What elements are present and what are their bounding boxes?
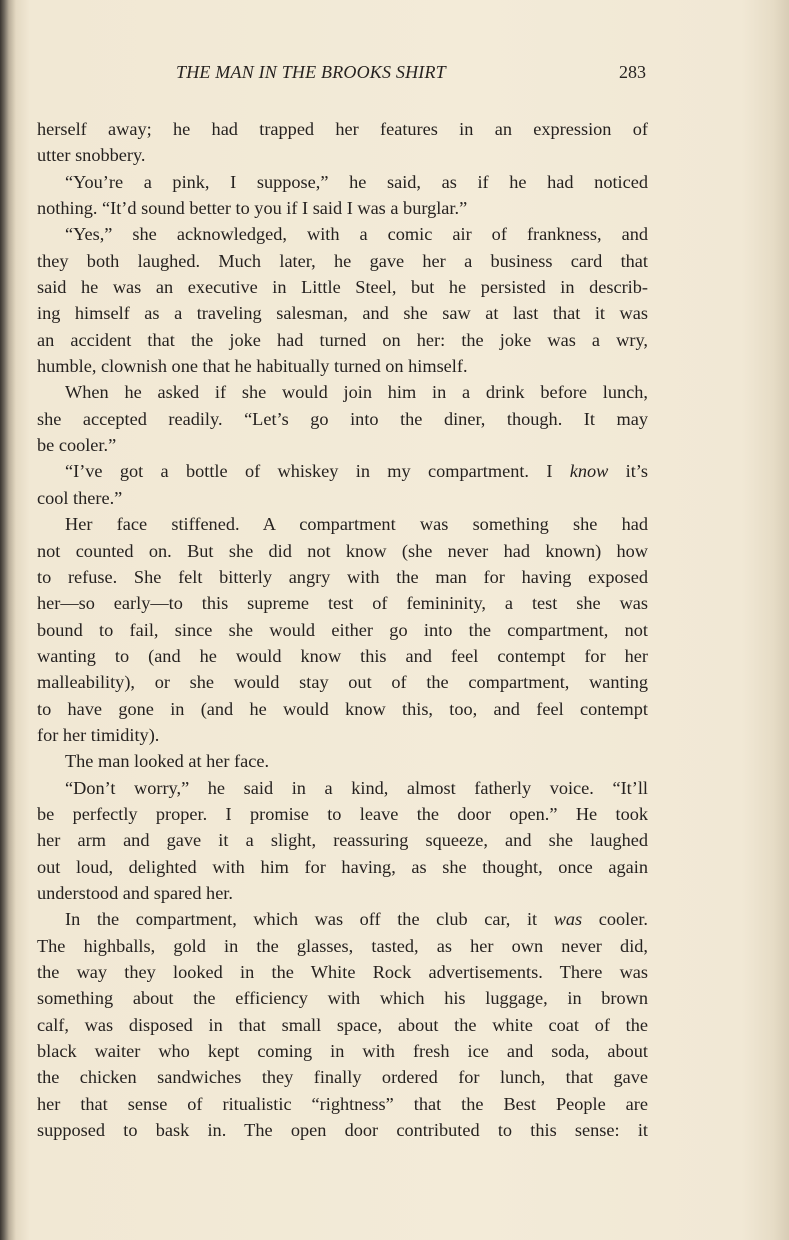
emphasized-word: was xyxy=(553,909,583,930)
text-line xyxy=(37,458,648,484)
text-line: to refuse. She felt bitterly angry with the man for having exposed xyxy=(37,566,648,587)
text-line: for her timidity). xyxy=(37,724,160,745)
running-header xyxy=(0,62,789,88)
text-line: something about the efficiency with which his luggage, in brown xyxy=(37,988,648,1009)
text-line: not counted on. But she did not know (she never had known) how xyxy=(37,540,648,561)
text-line: black waiter who kept coming in with fresh ice and soda, about xyxy=(37,1041,648,1062)
text-line: calf, was disposed in that small space, about the white coat of the xyxy=(37,1014,648,1035)
text-segment: “I’ve got a bottle of whiskey in my compartment. I xyxy=(65,461,570,482)
text-line: the chicken sandwiches they finally ordered for lunch, that gave xyxy=(37,1067,648,1088)
text-line: her that sense of ritualistic “rightness” that the Best People are xyxy=(37,1093,648,1114)
text-line: The highballs, gold in the glasses, tasted, as her own never did, xyxy=(37,935,648,956)
text-segment: In the compartment, which was off the club car, it xyxy=(65,909,554,930)
text-line: bound to fail, since she would either go into the compartment, not xyxy=(37,619,648,640)
text-line: supposed to bask in. The open door contributed to this sense: it xyxy=(37,1120,648,1141)
body-text xyxy=(37,116,648,1143)
text-line xyxy=(37,906,648,932)
text-segment: cooler. xyxy=(582,909,648,930)
text-line: be cooler.” xyxy=(37,435,117,456)
text-line: be perfectly proper. I promise to leave the door open.” He took xyxy=(37,803,648,824)
text-line: said he was an executive in Little Steel, but he persisted in describ- xyxy=(37,277,648,298)
text-line: cool there.” xyxy=(37,487,123,508)
text-line: wanting to (and he would know this and feel contempt for her xyxy=(37,645,648,666)
text-line: When he asked if she would join him in a drink before lunch, xyxy=(65,382,648,403)
running-title: THE MAN IN THE BROOKS SHIRT xyxy=(176,62,446,82)
text-line: they both laughed. Much later, he gave her a business card that xyxy=(37,250,648,271)
text-line: her arm and gave it a slight, reassuring squeeze, and she laughed xyxy=(37,830,648,851)
text-line: The man looked at her face. xyxy=(65,751,270,772)
text-line: “Yes,” she acknowledged, with a comic air of frankness, and xyxy=(65,224,648,245)
page-number: 283 xyxy=(619,62,646,82)
text-line: “You’re a pink, I suppose,” he said, as if he had noticed xyxy=(65,171,648,192)
text-line: to have gone in (and he would know this, too, and feel contempt xyxy=(37,698,648,719)
text-segment: it’s xyxy=(608,461,648,482)
text-line: utter snobbery. xyxy=(37,145,146,166)
text-line: ing himself as a traveling salesman, and she saw at last that it was xyxy=(37,303,648,324)
text-line: an accident that the joke had turned on her: the joke was a wry, xyxy=(37,329,648,350)
text-line: Her face stiffened. A compartment was something she had xyxy=(65,514,648,535)
text-line: “Don’t worry,” he said in a kind, almost fatherly voice. “It’ll xyxy=(65,777,648,798)
text-line: she accepted readily. “Let’s go into the diner, though. It may xyxy=(37,408,648,429)
text-line: herself away; he had trapped her features in an expression of xyxy=(37,119,648,139)
text-line: nothing. “It’d sound better to you if I said I was a burglar.” xyxy=(37,198,468,219)
text-line: malleability), or she would stay out of the compartment, wanting xyxy=(37,672,648,693)
text-line: the way they looked in the White Rock advertisements. There was xyxy=(37,962,648,982)
emphasized-word: know xyxy=(569,461,609,482)
text-line: her—so early—to this supreme test of femininity, a test she was xyxy=(37,593,648,614)
text-line: understood and spared her. xyxy=(37,882,233,903)
text-line: humble, clownish one that he habitually turned on himself. xyxy=(37,356,468,377)
text-line: out loud, delighted with him for having, as she thought, once again xyxy=(37,856,648,877)
